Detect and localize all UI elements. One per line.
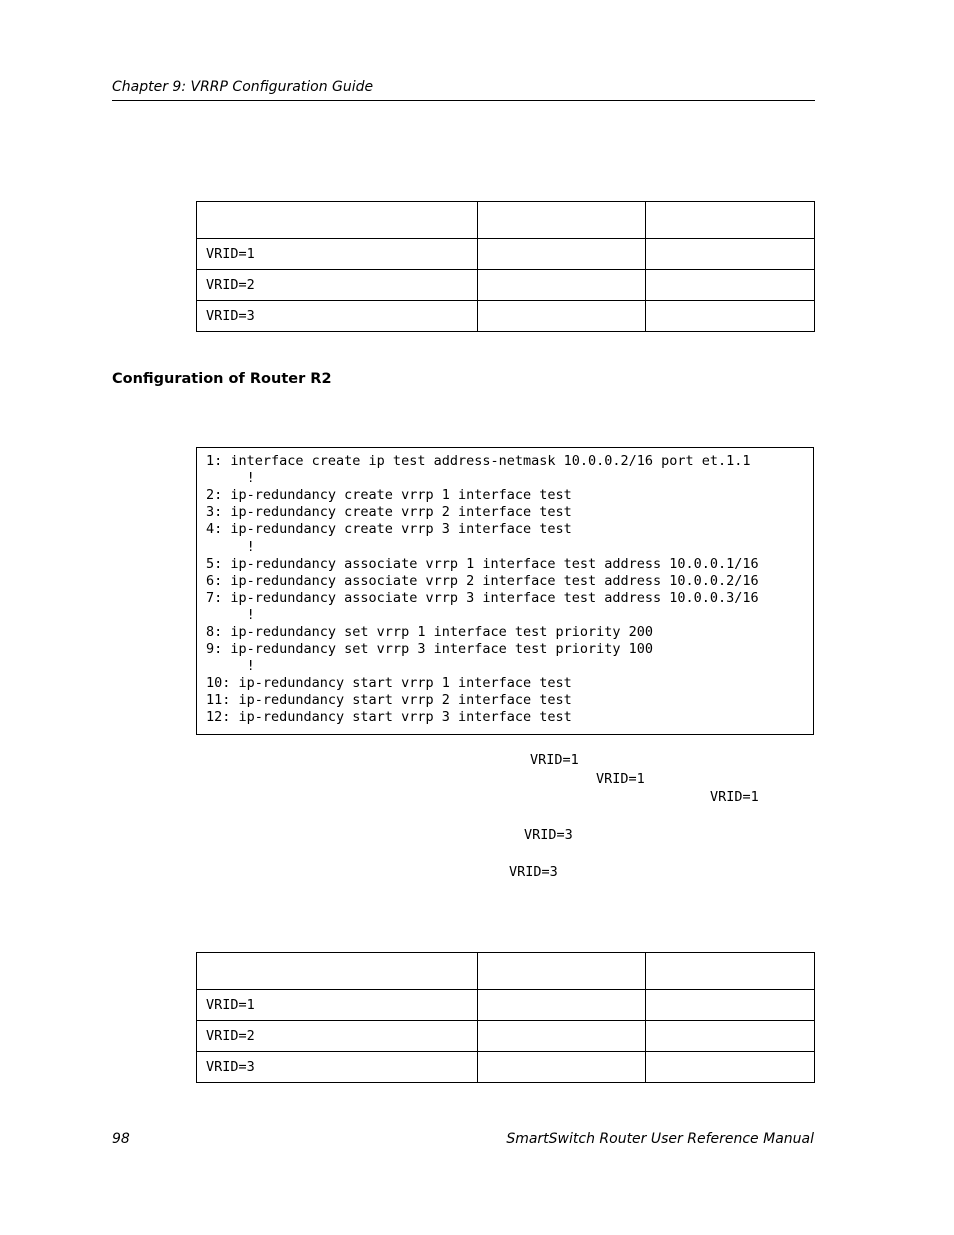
table-cell	[646, 1021, 815, 1052]
code-line: 3: ip-redundancy create vrrp 2 interface test	[206, 504, 572, 520]
code-line: 11: ip-redundancy start vrrp 2 interface test	[206, 692, 572, 708]
inline-code-fragment: VRID=3	[509, 864, 558, 880]
table-header-cell	[646, 202, 815, 239]
code-line: !	[206, 470, 255, 486]
table-header-row	[197, 202, 815, 239]
vrid-table-2	[196, 952, 815, 1083]
section-heading: Configuration of Router R2	[112, 371, 332, 387]
code-listing	[196, 447, 814, 735]
page-number: 98	[112, 1131, 130, 1147]
vrid-table-1	[196, 201, 815, 332]
table-cell	[478, 1052, 646, 1083]
table-cell	[478, 301, 646, 332]
table-row	[197, 990, 815, 1021]
table-row	[197, 301, 815, 332]
table-cell	[646, 270, 815, 301]
table-header-cell	[478, 202, 646, 239]
inline-code-fragment: VRID=1	[596, 771, 645, 787]
table-row	[197, 270, 815, 301]
table-cell: VRID=1	[197, 239, 478, 270]
code-line: 12: ip-redundancy start vrrp 3 interface test	[206, 709, 572, 725]
table-header-cell	[197, 202, 478, 239]
code-line: 10: ip-redundancy start vrrp 1 interface test	[206, 675, 572, 691]
code-line: 1: interface create ip test address-netmask 10.0.0.2/16 port et.1.1	[206, 453, 751, 469]
table-header-cell	[646, 953, 815, 990]
table-header-row	[197, 953, 815, 990]
table-cell: VRID=2	[197, 270, 478, 301]
code-line: !	[206, 607, 255, 623]
table-cell: VRID=1	[197, 990, 478, 1021]
code-line: 2: ip-redundancy create vrrp 1 interface test	[206, 487, 572, 503]
header-rule	[112, 100, 815, 101]
inline-code-fragment: VRID=1	[710, 789, 759, 805]
table-cell	[646, 301, 815, 332]
table-header-cell	[197, 953, 478, 990]
table-row	[197, 239, 815, 270]
table-row	[197, 1021, 815, 1052]
table-cell	[646, 1052, 815, 1083]
table-cell	[478, 1021, 646, 1052]
manual-title: SmartSwitch Router User Reference Manual	[506, 1131, 814, 1147]
code-line: 4: ip-redundancy create vrrp 3 interface test	[206, 521, 572, 537]
inline-code-fragment: VRID=3	[524, 827, 573, 843]
table-cell: VRID=2	[197, 1021, 478, 1052]
table-cell	[646, 239, 815, 270]
code-line: 9: ip-redundancy set vrrp 3 interface test priority 100	[206, 641, 654, 657]
table-cell	[478, 270, 646, 301]
inline-code-fragment: VRID=1	[530, 752, 579, 768]
table-cell: VRID=3	[197, 1052, 478, 1083]
code-line: 7: ip-redundancy associate vrrp 3 interface test address 10.0.0.3/16	[206, 590, 759, 606]
table-header-cell	[478, 953, 646, 990]
code-line: !	[206, 658, 255, 674]
code-line: 6: ip-redundancy associate vrrp 2 interface test address 10.0.0.2/16	[206, 573, 759, 589]
code-line: !	[206, 539, 255, 555]
running-header: Chapter 9: VRRP Configuration Guide	[112, 79, 374, 95]
table-cell: VRID=3	[197, 301, 478, 332]
code-line: 5: ip-redundancy associate vrrp 1 interface test address 10.0.0.1/16	[206, 556, 759, 572]
table-cell	[478, 239, 646, 270]
table-row	[197, 1052, 815, 1083]
table-cell	[646, 990, 815, 1021]
code-line: 8: ip-redundancy set vrrp 1 interface test priority 200	[206, 624, 654, 640]
table-cell	[478, 990, 646, 1021]
